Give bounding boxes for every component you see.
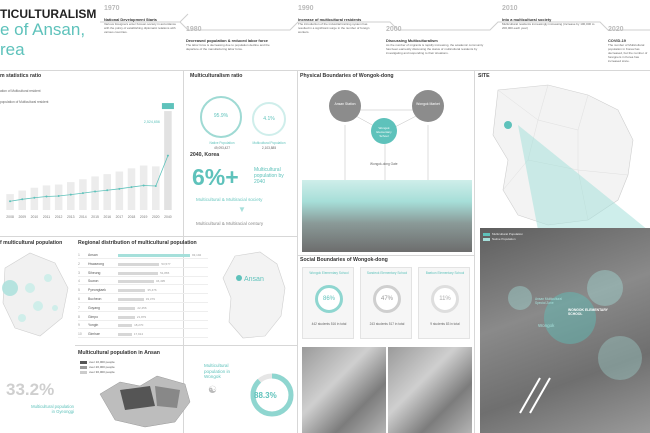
stats-bar-chart	[0, 100, 180, 232]
ansan-map-icon: ☯	[208, 385, 217, 396]
bar	[140, 165, 148, 210]
regional-value: 46,495	[155, 279, 166, 284]
regional-row	[78, 296, 208, 303]
node-label: Wongok Market	[416, 102, 440, 106]
regional-bar	[118, 307, 135, 310]
century-label: Multicultural & Multiracial century	[196, 221, 264, 226]
regional-bar	[118, 316, 135, 319]
timeline-heading: Decreased population & reduced labor force	[186, 38, 268, 43]
regional-value: 21,879	[136, 314, 147, 319]
timeline-year: 2000	[386, 26, 402, 33]
regional-bar	[118, 298, 144, 301]
korea-map	[478, 80, 648, 230]
heading-2040: 2040, Korea	[190, 152, 220, 158]
regional-rank: 4	[78, 279, 80, 284]
legend-item	[483, 232, 523, 236]
regional-rank: 1	[78, 253, 80, 257]
column-divider	[474, 70, 475, 433]
timeline-heading: National Development Starts	[104, 17, 157, 22]
x-tick-label: 2011	[42, 215, 51, 219]
regional-rank: 6	[78, 297, 80, 301]
school-card-sub: 243 students 517 in total	[369, 322, 405, 326]
x-tick-label: 2020	[152, 215, 160, 219]
trend-point	[70, 194, 72, 196]
site-label-wongok: Wongok	[538, 323, 555, 328]
regional-rank: 10	[78, 332, 82, 337]
regional-row	[78, 314, 208, 321]
trend-point	[167, 155, 169, 157]
section-title-physical: Physical Boundaries of Wongok-dong	[300, 73, 394, 79]
school-card-sub: 9 students 83 in total	[430, 322, 460, 326]
trend-point	[82, 192, 84, 194]
regional-name: Hwaseong	[88, 261, 105, 266]
timeline-heading: COVID-19	[608, 38, 626, 43]
regional-name: Siheung	[88, 270, 101, 275]
row-divider	[297, 255, 474, 256]
x-tick-label: 2010	[30, 215, 39, 219]
bar	[116, 171, 124, 210]
timeline-year: 1990	[298, 5, 314, 12]
legend-label: over 10,000 people	[89, 360, 115, 364]
down-arrow-icon: ▼	[238, 205, 246, 214]
regional-row	[78, 305, 208, 312]
street-photo	[302, 347, 386, 433]
regional-name: Ansan	[88, 253, 98, 257]
street-photo	[388, 347, 472, 433]
map-label-ansan: Ansan	[244, 276, 264, 283]
site-legend	[483, 232, 523, 242]
timeline-year: 2020	[608, 26, 624, 33]
trend-point	[46, 195, 48, 197]
multicultural-pct: 4.1%	[263, 116, 275, 122]
bar	[91, 176, 99, 210]
school-card-title: Sandeok Elementary School	[366, 271, 408, 275]
x-tick-label: 2040	[164, 215, 172, 219]
timeline-desc: The introduction of the industrial training system has resulted in a significant surge in the number of foreign workers.	[298, 22, 370, 34]
regional-name: Suwon	[88, 279, 99, 284]
trend-point	[143, 185, 145, 187]
multicultural-label: Multicultural Population	[252, 141, 286, 145]
native-ratio-ring	[200, 96, 242, 138]
section-title-pop: f multicultural population	[0, 240, 63, 246]
timeline-heading: Discussing Multiculturalism	[386, 38, 438, 43]
trend-point	[58, 195, 60, 197]
regional-value: 17,914	[133, 332, 143, 337]
regional-bar	[118, 280, 154, 283]
trend-point	[9, 200, 11, 202]
regional-bar	[118, 263, 159, 266]
trend-point	[155, 185, 157, 187]
bar	[103, 174, 111, 210]
ansan-district-map	[95, 372, 195, 430]
society-label: Multicultural & Multiracial society	[196, 197, 263, 202]
native-pct: 95.9%	[213, 113, 229, 119]
x-tick-label: 2008	[6, 215, 14, 219]
callout-value: 2,524,656	[143, 120, 160, 125]
native-value: 49,093,427	[214, 146, 230, 150]
node-wongok-school	[371, 118, 397, 144]
regional-rank: 5	[78, 288, 80, 293]
regional-value: 33,379	[145, 297, 155, 301]
section-title-site: SITE	[478, 73, 490, 79]
stats-legend-1: ation of Multicultural resident	[0, 89, 41, 93]
timeline-heading: Into a multicultural society	[502, 17, 552, 22]
school-card-pct: 86%	[322, 296, 335, 302]
gyeonggi-pct: 33.2%	[6, 380, 55, 399]
physical-note: Wongok-dong Gate	[370, 162, 398, 166]
column-divider	[297, 70, 298, 433]
x-tick-label: 2019	[139, 215, 148, 219]
bar	[31, 188, 39, 210]
school-card	[302, 267, 354, 339]
bar	[152, 166, 160, 210]
timeline-year: 1970	[104, 5, 120, 12]
regional-row	[78, 287, 208, 294]
timeline-desc: Multicultural residents increasingly increasing (increase by 100,000 to 200,000 each year)	[502, 22, 595, 30]
regional-value: 22,456	[137, 305, 147, 310]
title-block	[0, 3, 110, 63]
row-divider	[75, 345, 297, 346]
school-card-pct: 11%	[439, 296, 451, 302]
node-ansan-station	[329, 90, 361, 122]
korea-mini-map	[215, 248, 295, 342]
x-tick-label: 2017	[115, 215, 124, 219]
legend-label: Multicultural Population	[492, 232, 524, 236]
trend-point	[118, 188, 120, 190]
header-divider	[0, 70, 650, 71]
title-line-3: rea	[0, 40, 25, 59]
site-overlay	[480, 228, 650, 433]
school-card	[360, 267, 412, 339]
regional-bar	[118, 324, 132, 327]
school-card-pct: 47%	[380, 296, 393, 302]
regional-bar-list	[78, 252, 208, 342]
wongok-label: Multicultural population in Wongok	[204, 363, 231, 379]
x-tick-label: 2018	[127, 215, 136, 219]
regional-rank: 3	[78, 270, 80, 275]
legend-label: Native Population	[492, 237, 516, 241]
regional-row	[78, 261, 208, 268]
row-divider	[0, 236, 297, 237]
legend-item	[80, 360, 115, 364]
gyeonggi-map	[0, 248, 72, 343]
regional-bar	[118, 333, 132, 336]
title-line-1: TICULTURALISM	[0, 7, 97, 21]
school-card-sub: 442 students 516 in total	[311, 322, 347, 326]
section-title-ansan: Multicultural population in Ansan	[78, 350, 160, 356]
site-label-zone: Ansan Multicultural Special Zone	[535, 297, 562, 305]
regional-row	[78, 322, 208, 329]
x-tick-label: 2013	[67, 215, 75, 219]
regional-name: Gimpo	[88, 314, 98, 319]
multicultural-value: 2,103,885	[261, 146, 277, 150]
school-card-ring	[373, 285, 401, 313]
bar	[67, 182, 75, 210]
school-card-title: Wongok Elementary School	[309, 271, 349, 275]
aerial-photo	[302, 180, 472, 252]
big-six-percent: 6%+	[192, 164, 239, 190]
timeline-path	[100, 10, 650, 70]
node-wongok-market	[412, 90, 444, 122]
x-tick-label: 2012	[54, 215, 63, 219]
legend-label: over 30,000 people	[89, 370, 115, 374]
regional-name: Gimhae	[88, 332, 100, 337]
school-card-ring	[315, 285, 343, 313]
legend-item	[80, 365, 115, 369]
bar	[43, 185, 51, 210]
title-line-2: e of Ansan,	[0, 20, 86, 39]
timeline-heading: Increase of multicultural residents	[298, 17, 362, 22]
bar	[55, 185, 63, 210]
trend-point	[21, 198, 23, 200]
regional-rank: 2	[78, 261, 80, 266]
multicultural-ratio-ring	[252, 102, 286, 136]
regional-row	[78, 331, 208, 338]
node-label: Ansan Station	[334, 102, 356, 106]
regional-value: 18,270	[134, 323, 144, 328]
callout-tag	[162, 103, 174, 109]
native-label: Native Population	[209, 141, 235, 145]
school-card	[418, 267, 470, 339]
timeline-desc: Various foreigners enter Korean society in accordance with the policy of establishing diplomatic relations with various countries.	[104, 22, 176, 34]
regional-rank: 7	[78, 305, 80, 310]
regional-row	[78, 270, 208, 277]
gyeonggi-label: Multicultural population in Gyeonggi	[31, 404, 74, 415]
section-title-social: Social Boundaries of Wongok-dong	[300, 257, 388, 263]
regional-row	[78, 252, 208, 259]
regional-value: 51,865	[160, 270, 170, 275]
x-tick-label: 2016	[103, 215, 111, 219]
regional-rank: 8	[78, 314, 80, 319]
site-label-school: WONGOK ELEMENTARY SCHOOL	[568, 308, 608, 316]
regional-rank: 9	[78, 323, 80, 328]
regional-bar	[118, 254, 190, 257]
regional-bar	[118, 289, 145, 292]
timeline-year: 1980	[186, 26, 202, 33]
section-title-stats: m statistics ratio	[0, 73, 42, 79]
regional-value: 93,192	[192, 253, 202, 257]
bar	[128, 168, 136, 210]
trend-point	[33, 197, 35, 199]
x-tick-label: 2009	[18, 215, 26, 219]
regional-value: 53,577	[161, 261, 171, 266]
regional-name: Yongin	[88, 323, 99, 328]
bar	[164, 111, 172, 210]
section-title-regional: Regional distribution of multicultural population	[78, 240, 197, 246]
node-label: Wongok Elementary School	[376, 126, 392, 138]
trend-point	[131, 186, 133, 188]
timeline-year: 2010	[502, 5, 518, 12]
big-six-desc: Multicultural population by 2040	[254, 167, 284, 185]
school-card-title: Baekun Elementary School	[425, 271, 465, 275]
trend-point	[94, 191, 96, 193]
regional-row	[78, 278, 208, 285]
x-tick-label: 2015	[91, 215, 99, 219]
bar	[79, 179, 87, 210]
wongok-pct: 88.3%	[254, 391, 277, 400]
timeline-desc: The labor force is decreasing due to population decline and the departure of the manufacturing labor force.	[186, 43, 270, 51]
regional-bar	[118, 272, 158, 275]
x-tick-label: 2014	[79, 215, 87, 219]
section-title-ratio: Multiculturalism ratio	[190, 73, 243, 79]
regional-value: 35,476	[147, 288, 157, 293]
legend-item	[483, 237, 523, 241]
stats-legend-2: population of Multicultural resident	[0, 100, 49, 104]
legend-label: over 20,000 people	[89, 365, 115, 369]
regional-name: Bucheon	[88, 297, 102, 301]
regional-name: Pyeongtaek	[88, 288, 106, 293]
regional-name: Goyang	[88, 305, 100, 310]
timeline-desc: The number of Multicultural population in Korea has decreased, but the number of foreigners in Korea has increased since.	[608, 44, 648, 63]
trend-point	[106, 189, 108, 191]
school-card-ring	[431, 285, 459, 313]
timeline-desc: As the number of migrants is rapidly increasing, the academic community has been earnestly discussing the status of multicultural residents by investigating and responding to their situations.	[386, 43, 484, 55]
